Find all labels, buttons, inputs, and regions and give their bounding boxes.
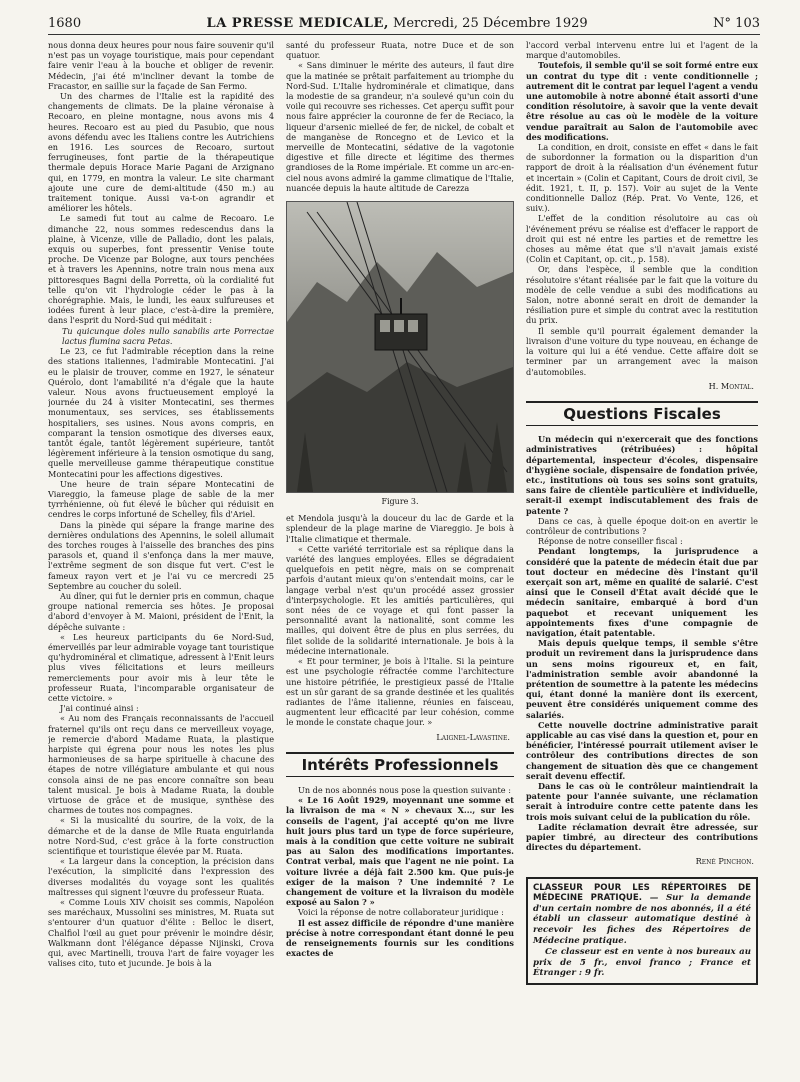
paragraph: La condition, en droit, consiste en effet « dans le fait de subordonner la formation ou la disparition d'un rapport de droit à la réalisation d'un événement futur et incertain » (Colin et Capitant, Cours de droit civil, 3e édit. 1921, t. II, p. 157). Voir au sujet de la Vente conditionnelle Dalloz (Rép. Prat. Vo Vente, 126, et suiv.). <box>526 142 758 214</box>
author-signature: H. Montal. <box>708 380 754 391</box>
paragraph: Il semble qu'il pourrait également demander la livraison d'une voiture du type nouveau, en échange de la voiture qui lui a été vendue. Cette affaire doit se terminer par un arrangement avec la maison d'automobiles. <box>526 325 758 377</box>
notice-body: — Sur la demande d'un certain nombre de nos abonnés, il a été établi un classeur automatique destiné à recevoir les fiches des Répertoires de Médecine pratique. <box>533 893 751 946</box>
paragraph: L'effet de la condition résolutoire au cas où l'événement prévu se réalise est d'effacer le rapport de droit qui est né entre les parties et de remettre les choses au même état que s'il n'avait jamais existé (Colin et Capitant, op. cit., p. 158). <box>526 213 758 265</box>
paragraph: Pendant longtemps, la jurisprudence a considéré que la patente de médecin était due par tout docteur en médecine dès l'instant qu'il exerçait son art, même en qualité de salarié. C'est ainsi que le Conseil d'État avait décidé que le médecin sanitaire, embarqué à bord d'un paquebot et recevant uniquement les appointements fixes d'une compagnie de navigation, était patentable. <box>526 546 758 638</box>
figure-photo <box>286 201 514 493</box>
section-title-interets-professionnels: Intérêts Professionnels <box>286 752 514 777</box>
paragraph: « Les heureux participants du 6e Nord-Sud, émerveillés par leur admirable voyage tant touristique qu'hydrominéral et climatique, adressent à l'Enit leurs plus vives félicitations et leurs meilleurs remerciements pour avoir mis à leur tête le professeur Ruata, l'incomparable organisateur de cette victoire. » <box>48 631 274 703</box>
column-1 <box>48 40 274 1064</box>
notice-lead: CLASSEUR POUR LES RÉPERTOIRES DE MÉDECINE PRATIQUE. <box>533 882 751 904</box>
page-header <box>48 12 760 35</box>
paragraph: « Et pour terminer, je bois à l'Italie. Si la peinture est une psychologie réfractée comme l'architecture une histoire pétrifiée, le prestigieux passé de l'Italie est un sûr garant de sa grande destinée et les qualités radiantes de l'âme italienne, réunies en faisceau, augmentent leur efficacité par leur cohésion, comme le monde le constate chaque jour. » <box>286 656 514 728</box>
paragraph: Dans le cas où le contrôleur maintiendrait la patente pour l'année suivante, une réclamation serait à introduire contre cette patente dans les trois mois suivant celui de la publication du rôle. <box>526 781 758 822</box>
paragraph: Le 23, ce fut l'admirable réception dans la reine des stations italiennes, l'admirable Montecatini. J'ai eu le plaisir de trouver, comme en 1927, le sénateur Quérolo, dont l'amabilité n'a d'égale que la haute valeur. Nous avons fructueusement employé la journée du 24 à visiter Montecatini, ses thermes monumentaux, ses services, ses établissements hospitaliers, ses usines. Nous avons compris, en comparant la tension osmotique des diverses eaux, tantôt égale, tantôt légèrement supérieure, tantôt légèrement inférieure à la tension osmotique du sang, quelle merveilleuse gamme thérapeutique constitue Montecatini pour les affections digestives. <box>48 346 274 479</box>
paragraph: santé du professeur Ruata, notre Duce et de son quatuor. <box>286 40 514 61</box>
paragraph: Dans ce cas, à quelle époque doit-on en avertir le contrôleur de contributions ? <box>526 515 758 536</box>
paragraph: « Au nom des Français reconnaissants de l'accueil fraternel qu'ils ont reçu dans ce merveilleux voyage, je remercie d'abord Madame Ruata, la plastique harpiste qui égrena pour nous les notes les plus harmonieuses de sa harpe spirituelle à chacune des étapes de notre villégiature ambulante et qui nous consola ainsi de ne pas encore connaître son beau talent musical. Je bois à Madame Ruata, la double virtuose de grâce et de musique, synthèse des charmes de toutes nos compagnes. <box>48 713 274 816</box>
issue-date: Mercredi, 25 Décembre 1929 <box>393 15 588 31</box>
page-number: 1680 <box>48 15 82 31</box>
journal-title: LA PRESSE MEDICALE, <box>206 15 389 31</box>
latin-quote: Tu quicunque doles nullo sanabilis arte Porrectae lactus flumina sacra Petas. <box>62 325 274 346</box>
author-signature: René Pinchon. <box>695 856 754 867</box>
notice-price: Ce classeur est en vente à nos bureaux au prix de 5 fr., envoi franco ; France et Étranger : 9 fr. <box>533 947 751 979</box>
paragraph: « Comme Louis XIV choisit ses commis, Napoléon ses maréchaux, Mussolini ses ministres, M. Ruata sut s'entourer d'un quatuor d'élite : Belloc le disert, Chalfiol l'œil au guet pour prévenir le moindre désir, Walkmann dont l'élégance dépasse Nijinski, Crova qui, avec Martinelli, trouva l'art de faire voyager les valises cito, tuto et jucunde. Je bois à la <box>48 897 274 969</box>
paragraph: Un médecin qui n'exercerait que des fonctions administratives (rétribuées) : hôpital départemental, inspecteur d'écoles, dispensaire d'hygiène sociale, dispensaire de fondation privée, etc., institutions où tous ses soins sont gratuits, sans faire de clientèle particulière et individuelle, serait-il exempt indiscutablement des frais de patente ? <box>526 434 758 516</box>
paragraph: Cette nouvelle doctrine administrative parait applicable au cas visé dans la question et, pour en bénéficier, l'intéressé pourrait utilement aviser le contrôleur des contributions directes de son changement de situation dès que ce changement serait devenu effectif. <box>526 719 758 781</box>
issue-number: N° 103 <box>713 15 760 31</box>
notice-box <box>526 877 758 985</box>
author-signature: Laignel-Lavastine. <box>436 731 510 742</box>
paragraph: Un de nos abonnés nous pose la question suivante : <box>298 784 511 795</box>
paragraph: Dans la pinède qui sépare la frange marine des dernières ondulations des Apennins, le soleil allumait des torches rouges à l'aisselle des branches des pins parasols et, quand il s'enfonça dans la mer mauve, l'extrême segment de son disque fut vert. C'est le fameux rayon vert et je l'ai vu ce mercredi 25 Septembre au coucher du soleil. <box>48 519 274 591</box>
paragraph: Ladite réclamation devrait être adressée, sur papier timbré, au directeur des contributions directes du département. <box>526 821 758 853</box>
cable-car-photo-icon <box>287 202 513 492</box>
figure-caption: Figure 3. <box>381 497 419 507</box>
paragraph: « Si la musicalité du sourire, de la voix, de la démarche et de la danse de Mlle Ruata enguirlanda notre Nord-Sud, c'est grâce à la forte construction scientifique et touristique élevée par M. Ruata. <box>48 815 274 857</box>
paragraph: Un des charmes de l'Italie est la rapidité des changements de climats. De la plaine véronaise à Recoaro, en pleine montagne, nous avons mis 4 heures. Recoaro est au pied du Pasubio, que nous avons défendu avec les Italiens contre les Autrichiens en 1916. Les sources de Recoaro, surtout ferrugineuses, font partie de la thérapeutique thermale depuis Horace Marie Pagani de Arzignano qui, en 1779, en montra la valeur. Le site charmant ajoute une cure de demi-altitude (450 m.) au traitement tonique. Aussi va-t-on agrandir et améliorer les hôtels. <box>48 91 274 214</box>
paragraph: Mais depuis quelque temps, il semble s'être produit un revirement dans la jurisprudence dans un sens moins rigoureux et, en fait, l'administration semble avoir abandonné la prétention de soumettre à la patente les médecins qui, étant donné la manière dont ils exercent, peuvent être considérés uniquement comme des salariés. <box>526 638 758 720</box>
paragraph: « Cette variété territoriale est sa réplique dans la variété des langues employées. Elles se dégradaient quelquefois en petit nègre, mais on se comprenait parfois d'autant mieux qu'on s'entendait moins, car le langage verbal n'est qu'un procédé assez grossier d'interpsychologie. Et les amitiés particulières, qui sont nées de ce voyage et qui font passer la personnalité avant la nationalité, sont comme les mailles, qui doivent être de plus en plus serrées, du filet solide de la solidarité internationale. Je bois à la médecine internationale. <box>286 543 514 656</box>
paragraph: « Le 16 Août 1929, moyennant une somme et la livraison de ma « N » chevaux X..., sur les conseils de l'agent, j'ai accepté qu'on me livre huit jours plus tard un type de force supérieure, mais à la condition que cette voiture ne subirait pas au Salon des modifications importantes. Contrat verbal, mais que l'agent ne nie point. La voiture livrée a déjà fait 2.500 km. Que puis-je exiger de la maison ? Une indemnité ? Le changement de voiture et la livraison du modèle exposé au Salon ? » <box>286 795 514 908</box>
paragraph: nous donna deux heures pour nous faire souvenir qu'il n'est pas un voyage touristique, mais pour cependant faire venir l'eau à la bouche et obliger de revenir. Médecin, j'ai été m'incliner devant la tombe de Fracastor, en saillie sur la façade de San Fermo. <box>48 40 274 91</box>
paragraph: Or, dans l'espèce, il semble que la condition résolutoire s'étant réalisée par le fait que la voiture du modèle de celle vendue a subi des modifications au Salon, notre abonné serait en droit de demander la résiliation pure et simple du contrat avec la restitution du prix. <box>526 264 758 326</box>
section-title-questions-fiscales: Questions Fiscales <box>526 401 758 426</box>
paragraph: « Sans diminuer le mérite des auteurs, il faut dire que la matinée se prêtait parfaitement au triomphe du Nord-Sud. L'Italie hydrominérale et climatique, dans la modestie de sa grandeur, n'a soulevé qu'un coin du voile qui recouvre ses richesses. Cet aperçu suffit pour nous faire apprécier la couronne de fer de Reciaco, la liqueur d'arsenic mielleé de fer, de nickel, de cobalt et de manganèse de Roncegno et de Levico et la merveille de Montecatini, sédative de la vagotonie digestive et fille directe et légitime des thermes grandioses de la Rome impériale. Et comme un arc-en-ciel nous avons admiré la gamme climatique de l'Italie, nuancée depuis la haute altitude de Carezza <box>286 60 514 193</box>
paragraph: Voici la réponse de notre collaborateur juridique : <box>298 907 504 918</box>
paragraph: l'accord verbal intervenu entre lui et l'agent de la marque d'automobiles. <box>526 40 758 61</box>
paragraph: Une heure de train sépare Montecatini de Viareggio, la fameuse plage de sable de la mer tyrrhénienne, où fut élevé le bûcher qui réduisit en cendres le corps infortuné de Schelley, fils d'Ariel. <box>48 478 274 520</box>
paragraph: Toutefois, il semble qu'il se soit formé entre eux un contrat du type dit : vente conditionnelle ; autrement dit le contrat par lequel l'agent a vendu une automobile à notre abonné était assorti d'une condition résolutoire, à savoir que la vente devait être résolue au cas où le modèle de la voiture vendue paraîtrait au Salon de l'automobile avec des modifications. <box>526 60 758 142</box>
paragraph: et Mendola jusqu'à la douceur du lac de Garde et la splendeur de la plage marine de Viareggio. Je bois à l'Italie climatique et thermale. <box>286 513 514 544</box>
paragraph: Réponse de notre conseiller fiscal : <box>538 536 683 547</box>
paragraph: J'ai continué ainsi : <box>60 703 139 714</box>
paragraph: Le samedi fut tout au calme de Recoaro. Le dimanche 22, nous sommes redescendus dans la plaine, à Vicenze, ville de Palladio, dont les palais, exquis ou superbes, font pressentir Venise toute proche. De Vicenze par Bologne, aux tours penchées et à travers les Apennins, notre train nous mena aux pittoresques Bagni della Porretta, où la cordialité fut telle qu'on vit l'hydrologie céder le pas à la chorégraphie. Mais, le lundi, les eaux sulfureuses et iodées furent à leur place, c'est-à-dire la première, dans l'esprit du Nord-Sud qui méditait : <box>48 213 274 326</box>
paragraph: Au dîner, qui fut le dernier pris en commun, chaque groupe national remercia ses hôtes. Je proposai d'abord d'envoyer à M. Maioni, président de l'Enit, la dépêche suivante : <box>48 590 274 632</box>
paragraph: « La largeur dans la conception, la précision dans l'exécution, la simplicité dans l'expression des diverses modalités du voyage sont les qualités maîtresses qui signent l'œuvre du professeur Ruata. <box>48 856 274 897</box>
paragraph: Il est assez difficile de répondre d'une manière précise à notre correspondant étant donné le peu de renseignements fournis sur les conditions exactes de <box>286 917 514 959</box>
column-3 <box>526 40 758 1064</box>
column-2 <box>286 40 514 1064</box>
masthead <box>207 16 588 31</box>
